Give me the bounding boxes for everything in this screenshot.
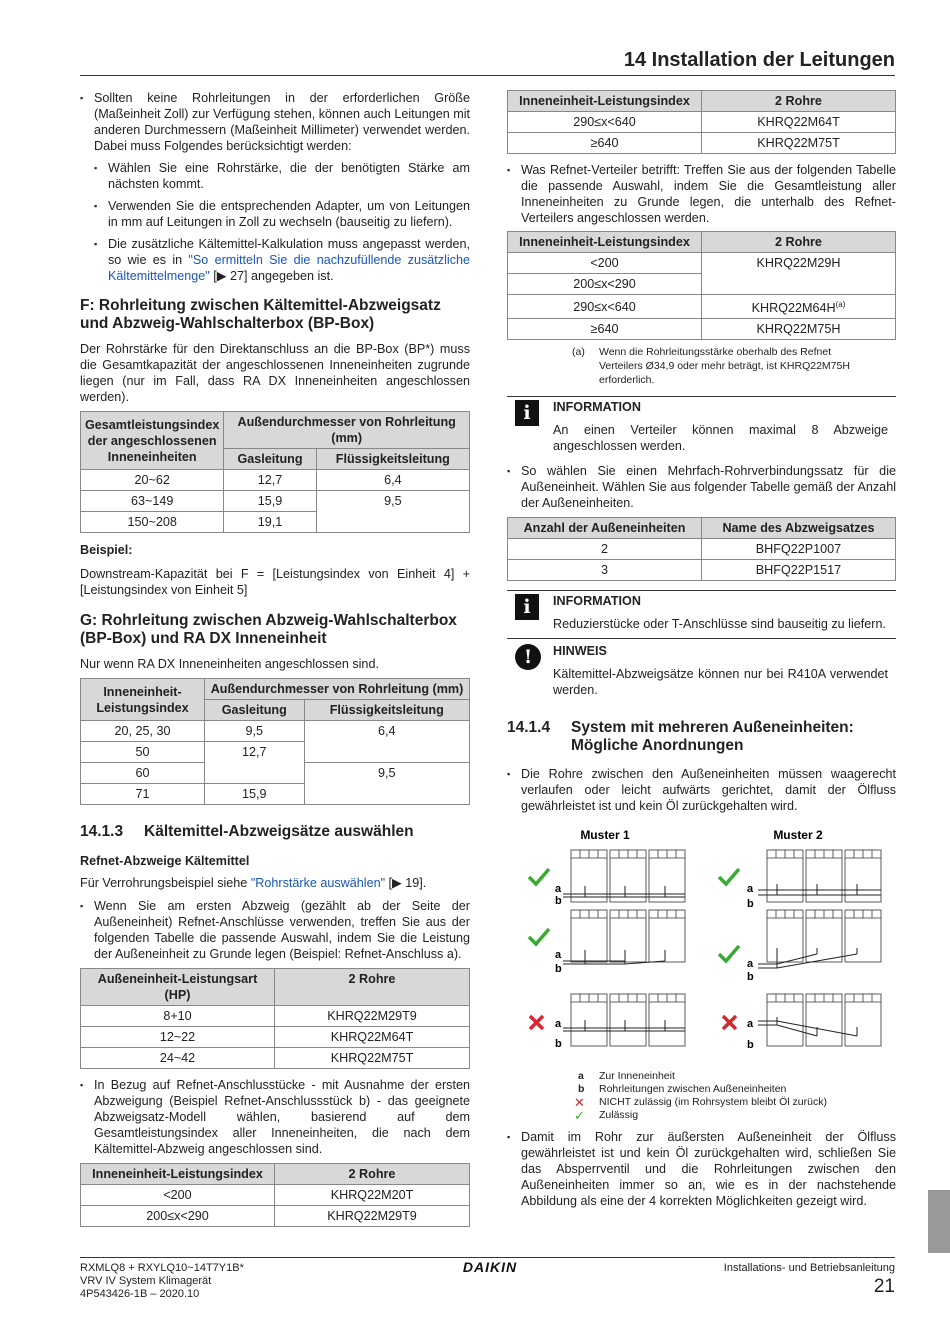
table-cell: 150~208 <box>81 512 224 533</box>
label-b: b <box>555 895 562 907</box>
outdoor-units <box>767 850 881 902</box>
table-cell: ≥640 <box>508 319 702 340</box>
footer-system: VRV IV System Klimagerät <box>80 1275 212 1287</box>
legend-text: Rohrleitungen zwischen Außeneinheiten <box>599 1083 787 1095</box>
table-verteiler <box>507 231 896 340</box>
table-row <box>508 112 896 133</box>
footer-left <box>80 1262 244 1301</box>
row-2-pattern-2 <box>719 910 881 983</box>
row-1-pattern-2 <box>719 850 881 910</box>
multi-list <box>507 463 896 511</box>
table-header: Inneneinheit-Leistungsindex <box>508 232 702 253</box>
footer-manual: Installations- und Betriebsanleitung <box>723 1262 895 1274</box>
table-cell: 20, 25, 30 <box>81 721 205 742</box>
section-number: 14.1.3 <box>80 823 124 840</box>
row-2-pattern-1 <box>529 910 685 975</box>
list-item <box>80 90 470 284</box>
legend-key: b <box>578 1083 585 1095</box>
info-title: INFORMATION <box>553 594 641 609</box>
table-header: Inneneinheit-Leistungsindex <box>508 91 702 112</box>
table-header: 2 Rohre <box>702 232 896 253</box>
table-hp <box>80 968 470 1069</box>
notice-title: HINWEIS <box>553 644 607 659</box>
table-cell: 71 <box>81 784 205 805</box>
table-cell: KHRQ22M29H <box>702 253 896 295</box>
pipe <box>563 886 685 897</box>
table-row <box>508 253 896 274</box>
table-cell: 50 <box>81 742 205 763</box>
table-cell: 19,1 <box>224 512 316 533</box>
outdoor-units <box>571 994 685 1046</box>
legend-item <box>572 1096 827 1109</box>
table-cell: 8+10 <box>81 1006 275 1027</box>
table-cell: 290≤x<640 <box>508 295 702 319</box>
table-header: Außeneinheit-Leistungsart (HP) <box>81 969 275 1006</box>
label-b: b <box>555 963 562 975</box>
table-cell: KHRQ22M75H <box>702 319 896 340</box>
info-text: Reduzierstücke oder T-Anschlüsse sind bauseitig zu liefern. <box>553 617 886 632</box>
check-icon <box>719 869 739 884</box>
table-f <box>80 411 470 533</box>
beispiel-text: Downstream-Kapazität bei F = [Leistungsindex von Einheit 4] + [Leistungsindex von Einheit 5] <box>80 567 470 597</box>
table-row <box>508 133 896 154</box>
list-item: ▪ Verwenden Sie die entsprechenden Adapter, um von Leitungen in mm auf Leitungen in Zoll zu wechseln (bauseitig zu liefern). <box>94 198 470 230</box>
notice-text: Kältemittel-Abzweigsätze können nur bei R410A verwendet werden. <box>553 667 888 698</box>
list-item: ▪ So wählen Sie einen Mehrfach-Rohrverbindungssatz für die Außeneinheit. Wählen Sie aus folgender Tabelle gemäß der Anzahl der Außeneinheiten. <box>507 463 896 511</box>
table-cell: 20~62 <box>81 470 224 491</box>
list-item: ▪ Wenn Sie am ersten Abzweig (gezählt ab der Seite der Außeneinheit) Refnet-Anschlüsse verwenden, treffen Sie aus der folgenden Tabelle die passende Auswahl, indem Sie die Leistung der Außeneinheit zu Grunde legen (Beispiel: Refnet-Anschluss a). <box>80 898 470 962</box>
refnet-post: [▶ 19]. <box>385 876 427 890</box>
info-text: An einen Verteiler können maximal 8 Abzweige angeschlossen werden. <box>553 423 888 454</box>
info1-rule <box>507 396 896 397</box>
label-b: b <box>747 1039 754 1051</box>
table-cell: 9,5 <box>304 763 469 805</box>
table-header: Außendurchmesser von Rohrleitung (mm) <box>224 412 470 449</box>
list-item <box>94 236 470 284</box>
table-cell: 290≤x<640 <box>508 112 702 133</box>
table-cell: 15,9 <box>224 491 316 512</box>
table-cell: 12,7 <box>205 742 305 784</box>
page-header-title: 14 Installation der Leitungen <box>623 49 895 71</box>
table-header: 2 Rohre <box>702 91 896 112</box>
table-row <box>81 491 470 512</box>
hinweis-rule <box>507 638 896 639</box>
header-rule <box>80 75 895 76</box>
table-row <box>81 470 470 491</box>
first-branch-list <box>80 898 470 962</box>
footnote-ref: (a) <box>835 300 846 309</box>
table-row <box>81 1185 470 1206</box>
verteiler-list <box>507 162 896 226</box>
legend-item <box>572 1109 827 1122</box>
table-cell: KHRQ22M75T <box>702 133 896 154</box>
info-box-1 <box>507 399 896 454</box>
section-g-title: G: Rohrleitung zwischen Abzweig-Wahlschalterbox (BP-Box) und RA DX Inneneinheit <box>80 612 457 647</box>
table-cell: 24~42 <box>81 1048 275 1069</box>
table-cell: 12,7 <box>224 470 316 491</box>
table-row <box>508 319 896 340</box>
sub-list <box>94 160 470 284</box>
row-1-pattern-1 <box>529 850 685 907</box>
table-cell: 3 <box>508 560 702 581</box>
information-icon: i <box>515 400 539 426</box>
legend-item <box>572 1070 827 1083</box>
chapter-tab <box>928 1190 950 1253</box>
label-b: b <box>747 971 754 983</box>
cross-icon <box>530 1016 543 1029</box>
table-header: Gesamtleistungsindex der angeschlossenen Inneneinheiten <box>81 412 224 470</box>
table-row <box>81 1027 470 1048</box>
section-g-text: Nur wenn RA DX Inneneinheiten angeschlossen sind. <box>80 657 379 671</box>
label-a: a <box>747 883 754 895</box>
table-row <box>508 295 896 319</box>
intro-bullet-text: Sollten keine Rohrleitungen in der erforderlichen Größe (Maßeinheit Zoll) zur Verfügung stehen, können auch Leitungen mit anderen Durchmessern (Maßeinheit Millimeter) verwendet werden. Dabei muss Folgendes berücksichtigt werden: <box>94 91 470 153</box>
footer-rule <box>80 1257 895 1258</box>
section-f-title: F: Rohrleitung zwischen Kältemittel-Abzweigsatz und Abzweig-Wahlschalterbox (BP-Box) <box>80 297 441 332</box>
other-branch-list <box>80 1077 470 1157</box>
list-item: ▪ Was Refnet-Verteiler betrifft: Treffen Sie aus der folgenden Tabelle die passende Auswahl, indem Sie die Gesamtleistung aller Inneneinheiten zu Grunde legen, die unterhalb des Refnet-Verteilers angeschlossen werden. <box>507 162 896 226</box>
table-cell: 6,4 <box>304 721 469 763</box>
outdoor-units <box>767 910 881 962</box>
absperr-list <box>507 1129 896 1209</box>
label-a: a <box>555 949 562 961</box>
table-cell: BHFQ22P1517 <box>702 560 896 581</box>
rohre-list <box>507 766 896 814</box>
table-index <box>80 1163 470 1227</box>
label-b: b <box>555 1038 562 1050</box>
table-cell: BHFQ22P1007 <box>702 539 896 560</box>
refnet-text <box>80 875 470 891</box>
table-cell: 200≤x<290 <box>81 1206 275 1227</box>
pipe <box>563 1020 685 1031</box>
label-a: a <box>555 1018 562 1030</box>
table-cell: KHRQ22M64T <box>702 112 896 133</box>
cross-icon: ✕ <box>574 1095 585 1110</box>
table-cell: <200 <box>81 1185 275 1206</box>
info2-rule <box>507 590 896 591</box>
table-header: Inneneinheit-Leistungsindex <box>81 1164 275 1185</box>
muster-2-label: Muster 2 <box>773 828 823 842</box>
table-cell: 12~22 <box>81 1027 275 1048</box>
legend-text: NICHT zulässig (im Rohrsystem bleibt Öl zurück) <box>599 1096 827 1108</box>
diagram-legend <box>572 1070 827 1122</box>
sub3-pre: Die zusätzliche Kältemittel-Kalkulation muss angepasst werden, so wie es in <box>108 237 470 267</box>
check-icon <box>529 929 549 944</box>
table-row <box>81 721 470 742</box>
outdoor-units <box>767 994 881 1046</box>
table-cell: KHRQ22M75T <box>275 1048 470 1069</box>
table-cell: 6,4 <box>316 470 469 491</box>
pipe <box>758 884 881 895</box>
label-a: a <box>747 958 754 970</box>
section-title: Kältemittel-Abzweigsätze auswählen <box>144 823 414 840</box>
section-number: 14.1.4 <box>507 719 551 737</box>
table-cell: <200 <box>508 253 702 274</box>
table-row <box>508 539 896 560</box>
refnet-pre: Für Verrohrungsbeispiel siehe <box>80 876 251 890</box>
exclamation-icon: ! <box>515 644 541 670</box>
beispiel-label: Beispiel: <box>80 543 133 557</box>
table-row <box>81 1006 470 1027</box>
outdoor-units <box>571 910 685 962</box>
right-column <box>507 90 896 814</box>
row-3-pattern-2 <box>723 994 881 1051</box>
section-1414-heading <box>507 719 896 755</box>
table-cell: ≥640 <box>508 133 702 154</box>
sub3-post: [▶ 27] angegeben ist. <box>209 269 334 283</box>
label-b: b <box>747 898 754 910</box>
table-cell: 63~149 <box>81 491 224 512</box>
legend-text: Zulässig <box>599 1109 639 1121</box>
refnet-title: Refnet-Abzweige Kältemittel <box>80 854 250 868</box>
notice-box <box>507 643 896 698</box>
list-item: ▪ Wählen Sie eine Rohrstärke, die der benötigten Stärke am nächsten kommt. <box>94 160 470 192</box>
table-cell: KHRQ22M29T9 <box>275 1006 470 1027</box>
table-cell: 9,5 <box>205 721 305 742</box>
footnote-label: (a) <box>572 346 585 359</box>
check-icon: ✓ <box>574 1108 585 1123</box>
info-box-2 <box>507 593 896 632</box>
label-a: a <box>555 883 562 895</box>
footnote-text: Wenn die Rohrleitungsstärke oberhalb des Refnet Verteilers Ø34,9 oder mehr beträgt, ist KHRQ22M75H erforderlich. <box>599 346 850 387</box>
table-outdoor <box>507 517 896 581</box>
list-item: ▪ In Bezug auf Refnet-Anschlusstücke - mit Ausnahme der ersten Abzweigung (Beispiel Refnet-Anschlussstück b) - das geeignete Abzweigsatz-Modell wählen, basierend auf dem Gesamtleistungsindex aller Inneneinheiten, die nach dem Kältemittel-Abzweig angeschlossen sind. <box>80 1077 470 1157</box>
cell-value: KHRQ22M64H <box>751 301 836 316</box>
list-item: ▪ Die Rohre zwischen den Außeneinheiten müssen waagerecht verlaufen oder leicht aufwärts gerichtet, damit der Ölfluss gewährleistet ist und kein Öl zurückgehalten wird. <box>507 766 896 814</box>
section-f-text: Der Rohrstärke für den Direktanschluss an die BP-Box (BP*) muss die Gesamtkapazität der angeschlossenen Inneneinheiten zugrunde liegen (nur im Fall, dass RA DX Inneneinheiten angeschlossen werden). <box>80 342 470 404</box>
link-rohrstaerke[interactable]: "Rohrstärke auswählen" <box>250 876 386 890</box>
footer-doc-number: 4P543426-1B – 2020.10 <box>80 1288 200 1300</box>
table-index-continued <box>507 90 896 154</box>
muster-1-label: Muster 1 <box>580 828 630 842</box>
table-cell: KHRQ22M64T <box>275 1027 470 1048</box>
table-header: Name des Abzweigsatzes <box>702 518 896 539</box>
left-column <box>80 90 470 1227</box>
section-title: System mit mehreren Außeneinheiten: Mögliche Anordnungen <box>571 719 854 755</box>
table-header: Gasleitung <box>205 700 305 721</box>
link-kaeltemittelmenge[interactable]: "So ermitteln Sie die nachzufüllende zusätzliche Kältemittelmenge" <box>108 253 471 283</box>
list-item: ▪ Damit im Rohr zur äußersten Außeneinheit der Ölfluss gewährleistet ist und kein Öl zurückgehalten wird, schließen Sie das Absperrventil und die Rohrleitungen zwischen den Außeneinheiten immer so an, wie es in der nachstehende Abbildung als eine der 4 korrekten Möglichkeiten gezeigt wird. <box>507 1129 896 1209</box>
check-icon <box>529 869 549 884</box>
table-cell: 60 <box>81 763 205 784</box>
table-cell: 9,5 <box>316 491 469 533</box>
table-row <box>508 560 896 581</box>
table-row <box>81 1048 470 1069</box>
table-cell <box>702 295 896 319</box>
table-header: Flüssigkeitsleitung <box>304 700 469 721</box>
table-header: 2 Rohre <box>275 1164 470 1185</box>
daikin-logo: DAIKIN <box>462 1259 518 1275</box>
table-row <box>81 1206 470 1227</box>
information-icon: i <box>515 594 539 620</box>
intro-list <box>80 90 470 284</box>
table-cell: KHRQ22M20T <box>275 1185 470 1206</box>
table-header: Außendurchmesser von Rohrleitung (mm) <box>205 679 470 700</box>
table-header: Inneneinheit-Leistungsindex <box>81 679 205 721</box>
table-cell: KHRQ22M29T9 <box>275 1206 470 1227</box>
table-g <box>80 678 470 805</box>
table-cell: 2 <box>508 539 702 560</box>
table-footnote <box>507 345 896 387</box>
legend-text: Zur Inneneinheit <box>599 1070 675 1082</box>
footer-model: RXMLQ8 + RXYLQ10~14T7Y1B* <box>80 1262 244 1274</box>
legend-item <box>572 1083 827 1096</box>
info-title: INFORMATION <box>553 400 641 415</box>
table-header: 2 Rohre <box>275 969 470 1006</box>
table-header: Gasleitung <box>224 449 316 470</box>
table-header: Anzahl der Außeneinheiten <box>508 518 702 539</box>
row-3-pattern-1 <box>530 994 685 1050</box>
table-header: Flüssigkeitsleitung <box>316 449 469 470</box>
check-icon <box>719 946 739 961</box>
cross-icon <box>723 1016 736 1029</box>
label-a: a <box>747 1018 754 1030</box>
section-1413-heading <box>80 823 470 841</box>
page-number: 21 <box>873 1276 895 1297</box>
absperr-block <box>507 1129 896 1209</box>
legend-key: a <box>578 1070 584 1082</box>
table-cell: 200≤x<290 <box>508 274 702 295</box>
table-cell: 15,9 <box>205 784 305 805</box>
